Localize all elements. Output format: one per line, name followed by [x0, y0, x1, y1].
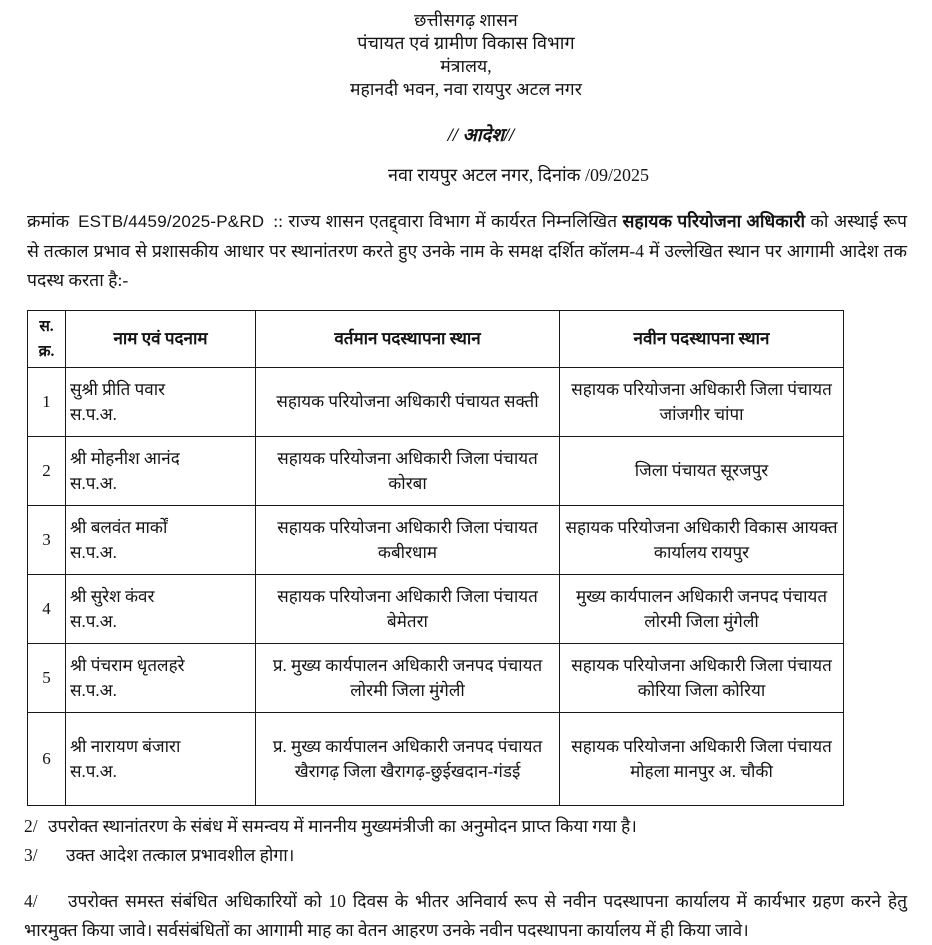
serial-header-line2: क्र. — [38, 342, 55, 360]
officer-name: श्री नारायण बंजारा — [70, 736, 181, 756]
cell-officer-name — [66, 712, 256, 805]
order-body-paragraph — [27, 207, 907, 296]
transfer-table — [27, 310, 844, 806]
kramank-label: क्रमांक — [27, 211, 70, 231]
cell-officer-name — [66, 505, 256, 574]
note-3-text: उक्त आदेश तत्काल प्रभावशील होगा। — [66, 844, 295, 865]
column-header-current-posting: वर्तमान पदस्थापना स्थान — [256, 310, 560, 367]
column-header-serial — [28, 310, 66, 367]
bold-designation-phrase: सहायक परियोजना अधिकारी — [622, 211, 806, 231]
officer-designation: स.प.अ. — [70, 404, 117, 424]
table-row — [28, 574, 844, 643]
letterhead — [0, 0, 932, 101]
office-address: महानदी भवन, नवा रायपुर अटल नगर — [349, 79, 582, 99]
note-item-4 — [24, 887, 907, 945]
cell-serial: 5 — [28, 643, 66, 712]
column-header-new-posting: नवीन पदस्थापना स्थान — [560, 310, 844, 367]
note-3-number: 3/ — [24, 844, 38, 865]
cell-officer-name — [66, 643, 256, 712]
cell-serial: 4 — [28, 574, 66, 643]
note-4-text: उपरोक्त समस्त संबंधित अधिकारियों को 10 दिवस के भीतर अनिवार्य रूप से नवीन पदस्थापना कार्यालय में कार्यभार ग्रहण करने हेतु भारमुक्त किया जावे। सर्वसंबंधितों का आगामी माह का वेतन आहरण उनके नवीन पदस्थापना कार्यालय में ही किया जावे। — [24, 890, 907, 940]
table-body — [28, 367, 844, 805]
note-2-text: उपरोक्त स्थानांतरण के संबंध में समन्वय में माननीय मुख्यमंत्रीजी का अनुमोदन प्राप्त किया गया है। — [48, 815, 637, 836]
cell-officer-name — [66, 436, 256, 505]
officer-name: श्री सुरेश कंवर — [70, 586, 155, 606]
cell-new-posting: सहायक परियोजना अधिकारी जिला पंचायत मोहला मानपुर अ. चौकी — [560, 712, 844, 805]
cell-serial: 3 — [28, 505, 66, 574]
officer-designation: स.प.अ. — [70, 680, 117, 700]
officer-designation: स.प.अ. — [70, 611, 117, 631]
note-item-3 — [24, 841, 907, 870]
cell-serial: 2 — [28, 436, 66, 505]
cell-current-posting: सहायक परियोजना अधिकारी जिला पंचायत कबीरधाम — [256, 505, 560, 574]
separator-colons: :: — [273, 211, 284, 231]
reference-number: ESTB/4459/2025-P&RD — [78, 212, 265, 231]
cell-officer-name — [66, 574, 256, 643]
order-notes — [24, 812, 907, 870]
ministry-name: मंत्रालय, — [440, 56, 492, 76]
cell-serial: 1 — [28, 367, 66, 436]
table-row — [28, 505, 844, 574]
table-row — [28, 436, 844, 505]
note-2-number: 2/ — [24, 815, 38, 836]
place-and-date: नवा रायपुर अटल नगर, दिनांक /09/2025 — [388, 165, 649, 185]
column-header-name: नाम एवं पदनाम — [66, 310, 256, 367]
cell-current-posting: सहायक परियोजना अधिकारी जिला पंचायत कोरबा — [256, 436, 560, 505]
note-item-2 — [24, 812, 907, 841]
table-header — [28, 310, 844, 367]
officer-name: श्री पंचराम धृतलहरे — [70, 655, 185, 675]
officer-name: श्री बलवंत मार्कों — [70, 517, 168, 537]
department-name: पंचायत एवं ग्रामीण विकास विभाग — [357, 33, 575, 53]
note-4-number: 4/ — [24, 890, 38, 911]
order-title: // आदेश// — [447, 126, 515, 146]
cell-serial: 6 — [28, 712, 66, 805]
serial-header-line1: स. — [39, 317, 54, 335]
cell-new-posting: मुख्य कार्यपालन अधिकारी जनपद पंचायत लोरमी जिला मुंगेली — [560, 574, 844, 643]
table-row — [28, 712, 844, 805]
body-text-part-1: राज्य शासन एतद्द्वारा विभाग में कार्यरत निम्नलिखित — [288, 211, 618, 231]
cell-new-posting: सहायक परियोजना अधिकारी जिला पंचायत जांजगीर चांपा — [560, 367, 844, 436]
body-text-part-2: को अस्थाई रूप से तत्काल प्रभाव से प्रशासकीय आधार पर स्थानांतरण करते हुए उनके नाम के समक्ष दर्शित कॉलम-4 में उल्लेखित स्थान पर आगामी आदेश तक पदस्थ करता है:- — [27, 211, 908, 290]
cell-current-posting: सहायक परियोजना अधिकारी पंचायत सक्ती — [256, 367, 560, 436]
cell-new-posting: जिला पंचायत सूरजपुर — [560, 436, 844, 505]
officer-name: श्री मोहनीश आनंद — [70, 448, 180, 468]
table-header-row — [28, 310, 844, 367]
cell-new-posting: सहायक परियोजना अधिकारी जिला पंचायत कोरिया जिला कोरिया — [560, 643, 844, 712]
cell-current-posting: प्र. मुख्य कार्यपालन अधिकारी जनपद पंचायत लोरमी जिला मुंगेली — [256, 643, 560, 712]
cell-current-posting: सहायक परियोजना अधिकारी जिला पंचायत बेमेतरा — [256, 574, 560, 643]
table-row — [28, 643, 844, 712]
cell-current-posting: प्र. मुख्य कार्यपालन अधिकारी जनपद पंचायत खैरागढ़ जिला खैरागढ़-छुईखदान-गंडई — [256, 712, 560, 805]
cell-officer-name — [66, 367, 256, 436]
officer-designation: स.प.अ. — [70, 542, 117, 562]
officer-designation: स.प.अ. — [70, 761, 117, 781]
table-row — [28, 367, 844, 436]
officer-name: सुश्री प्रीति पवार — [70, 379, 166, 399]
cell-new-posting: सहायक परियोजना अधिकारी विकास आयक्त कार्यालय रायपुर — [560, 505, 844, 574]
government-name: छत्तीसगढ़ शासन — [414, 10, 518, 30]
officer-designation: स.प.अ. — [70, 473, 117, 493]
